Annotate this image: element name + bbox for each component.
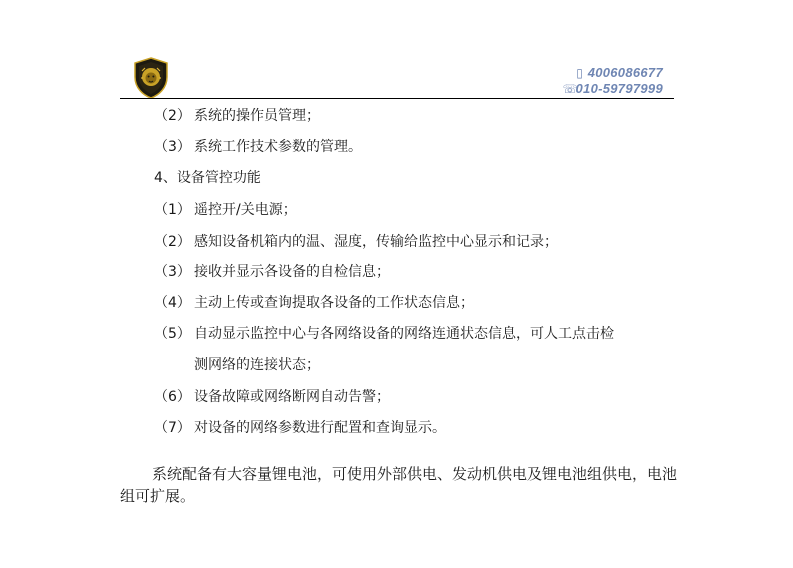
- phone-row: [563, 65, 663, 81]
- lion-shield-logo: [134, 57, 168, 99]
- list-item-text: 设备故障或网络断网自动告警；: [194, 389, 390, 405]
- list-item-number: （6）: [154, 389, 191, 405]
- telephone-icon: ☏: [562, 82, 578, 96]
- tel-row: [563, 81, 663, 97]
- body-paragraph: [120, 463, 680, 507]
- list-item: [154, 263, 390, 281]
- phone-number: 4006086677: [587, 65, 663, 80]
- contact-info: [563, 65, 663, 97]
- list-item-text: 系统工作技术参数的管理。: [194, 139, 362, 155]
- list-item: [154, 294, 474, 312]
- list-item-text: 系统的操作员管理；: [194, 108, 320, 124]
- header-divider: [120, 98, 674, 99]
- list-item-text: 主动上传或查询提取各设备的工作状态信息；: [194, 295, 474, 311]
- list-item: [154, 233, 558, 251]
- list-item: [154, 419, 446, 437]
- tel-number: 010-59797999: [575, 81, 663, 96]
- list-item-text: 遥控开/关电源；: [194, 202, 297, 218]
- list-item-continuation: 测网络的连接状态；: [194, 357, 320, 373]
- list-item-text: 自动显示监控中心与各网络设备的网络连通状态信息，可人工点击检: [194, 326, 614, 342]
- list-item-number: （7）: [154, 420, 191, 436]
- list-item-number: （3）: [154, 139, 191, 155]
- list-item-number: （1）: [154, 202, 191, 218]
- list-item-number: （4）: [154, 295, 191, 311]
- paragraph-text: 系统配备有大容量锂电池，可使用外部供电、发动机供电及锂电池组供电，电池组可扩展。: [120, 465, 678, 505]
- list-item: [154, 138, 362, 156]
- list-item-text: 感知设备机箱内的温、湿度，传输给监控中心显示和记录；: [194, 234, 558, 250]
- list-item-number: （2）: [154, 234, 191, 250]
- list-item: [154, 201, 297, 219]
- list-item: [154, 388, 390, 406]
- list-item-number: （3）: [154, 264, 191, 280]
- list-item: [154, 107, 320, 125]
- list-item-number: （5）: [154, 326, 191, 342]
- mobile-phone-icon: ▯: [576, 66, 584, 80]
- section-title: 4、设备管控功能: [154, 170, 261, 186]
- list-item-text: 对设备的网络参数进行配置和查询显示。: [194, 420, 446, 436]
- list-item-text: 接收并显示各设备的自检信息；: [194, 264, 390, 280]
- list-item-number: （2）: [154, 108, 191, 124]
- list-item: [154, 325, 614, 343]
